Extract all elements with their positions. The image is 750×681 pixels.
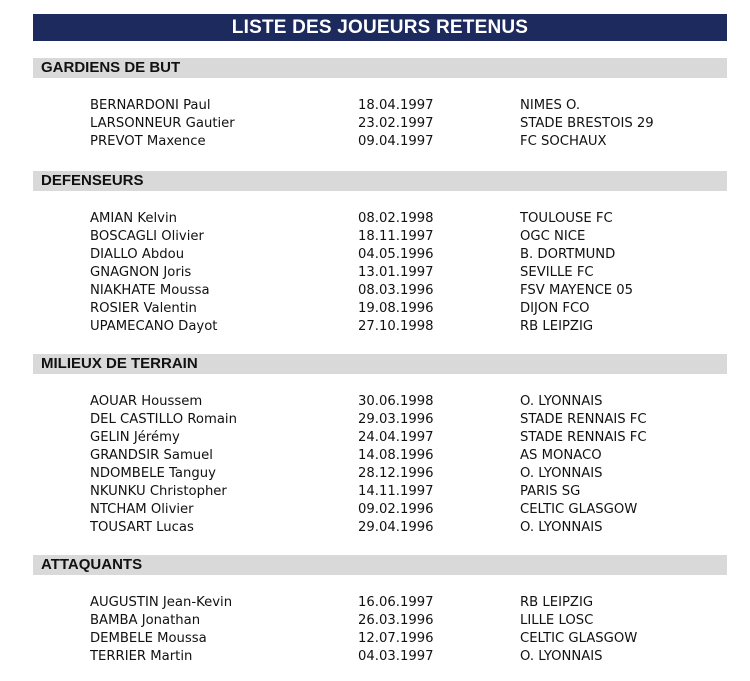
player-club: STADE RENNAIS FC (520, 412, 647, 427)
player-rows (33, 594, 727, 666)
player-name: DEL CASTILLO Romain (90, 412, 237, 427)
player-birthdate: 04.03.1997 (358, 649, 434, 664)
player-row (33, 228, 727, 246)
player-club: FSV MAYENCE 05 (520, 283, 634, 298)
player-club: LILLE LOSC (520, 613, 594, 628)
player-birthdate: 26.03.1996 (358, 613, 434, 628)
player-name: BAMBA Jonathan (90, 613, 201, 628)
player-name: ROSIER Valentin (90, 301, 197, 316)
player-name: AMIAN Kelvin (90, 211, 177, 226)
player-club: AS MONACO (520, 448, 602, 463)
player-birthdate: 04.05.1996 (358, 247, 434, 262)
section-heading: ATTAQUANTS (33, 555, 727, 575)
player-row (33, 519, 727, 537)
player-birthdate: 08.02.1998 (358, 211, 434, 226)
player-name: TERRIER Martin (90, 649, 193, 664)
player-row (33, 447, 727, 465)
player-club: OGC NICE (520, 229, 586, 244)
player-row (33, 393, 727, 411)
player-name: LARSONNEUR Gautier (90, 116, 235, 131)
player-row (33, 465, 727, 483)
section-heading: MILIEUX DE TERRAIN (33, 354, 727, 374)
player-row (33, 264, 727, 282)
player-row (33, 429, 727, 447)
player-name: GRANDSIR Samuel (90, 448, 213, 463)
player-name: NDOMBELE Tanguy (90, 466, 216, 481)
player-club: FC SOCHAUX (520, 134, 607, 149)
section-heading: GARDIENS DE BUT (33, 58, 727, 78)
section-attaquants (33, 555, 727, 666)
player-birthdate: 30.06.1998 (358, 394, 434, 409)
player-birthdate: 12.07.1996 (358, 631, 434, 646)
page-title: LISTE DES JOUEURS RETENUS (33, 14, 727, 41)
player-name: GELIN Jérémy (90, 430, 180, 445)
player-row (33, 648, 727, 666)
player-row (33, 246, 727, 264)
player-name: DIALLO Abdou (90, 247, 185, 262)
player-birthdate: 14.08.1996 (358, 448, 434, 463)
player-name: TOUSART Lucas (90, 520, 194, 535)
section-defenseurs (33, 171, 727, 336)
player-club: DIJON FCO (520, 301, 590, 316)
player-club: CELTIC GLASGOW (520, 502, 638, 517)
player-row (33, 97, 727, 115)
player-row (33, 594, 727, 612)
player-name: PREVOT Maxence (90, 134, 206, 149)
player-row (33, 133, 727, 151)
section-milieux-de-terrain (33, 354, 727, 537)
player-club: B. DORTMUND (520, 247, 616, 262)
player-rows (33, 393, 727, 537)
player-birthdate: 23.02.1997 (358, 116, 434, 131)
player-club: SEVILLE FC (520, 265, 594, 280)
player-row (33, 318, 727, 336)
player-name: BERNARDONI Paul (90, 98, 211, 113)
player-club: RB LEIPZIG (520, 319, 594, 334)
player-name: AUGUSTIN Jean-Kevin (90, 595, 233, 610)
player-name: DEMBELE Moussa (90, 631, 207, 646)
player-rows (33, 97, 727, 151)
player-name: GNAGNON Joris (90, 265, 192, 280)
player-row (33, 115, 727, 133)
section-heading: DEFENSEURS (33, 171, 727, 191)
player-club: STADE BRESTOIS 29 (520, 116, 654, 131)
player-club: CELTIC GLASGOW (520, 631, 638, 646)
player-birthdate: 13.01.1997 (358, 265, 434, 280)
player-row (33, 282, 727, 300)
player-club: STADE RENNAIS FC (520, 430, 647, 445)
player-birthdate: 16.06.1997 (358, 595, 434, 610)
player-name: NKUNKU Christopher (90, 484, 227, 499)
player-club: O. LYONNAIS (520, 466, 603, 481)
player-birthdate: 09.02.1996 (358, 502, 434, 517)
player-birthdate: 18.04.1997 (358, 98, 434, 113)
player-row (33, 411, 727, 429)
player-birthdate: 29.03.1996 (358, 412, 434, 427)
player-birthdate: 14.11.1997 (358, 484, 434, 499)
player-birthdate: 18.11.1997 (358, 229, 434, 244)
player-row (33, 612, 727, 630)
player-birthdate: 19.08.1996 (358, 301, 434, 316)
player-club: NIMES O. (520, 98, 581, 113)
player-birthdate: 29.04.1996 (358, 520, 434, 535)
player-row (33, 501, 727, 519)
player-name: UPAMECANO Dayot (90, 319, 218, 334)
player-birthdate: 09.04.1997 (358, 134, 434, 149)
player-birthdate: 24.04.1997 (358, 430, 434, 445)
player-row (33, 210, 727, 228)
player-row (33, 630, 727, 648)
player-club: PARIS SG (520, 484, 581, 499)
player-name: BOSCAGLI Olivier (90, 229, 204, 244)
player-rows (33, 210, 727, 336)
player-name: NIAKHATE Moussa (90, 283, 210, 298)
player-club: O. LYONNAIS (520, 649, 603, 664)
player-birthdate: 08.03.1996 (358, 283, 434, 298)
player-club: O. LYONNAIS (520, 394, 603, 409)
player-name: AOUAR Houssem (90, 394, 203, 409)
player-birthdate: 27.10.1998 (358, 319, 434, 334)
player-name: NTCHAM Olivier (90, 502, 194, 517)
section-gardiens-de-but (33, 58, 727, 151)
player-club: TOULOUSE FC (520, 211, 613, 226)
player-club: O. LYONNAIS (520, 520, 603, 535)
player-row (33, 300, 727, 318)
player-club: RB LEIPZIG (520, 595, 594, 610)
player-birthdate: 28.12.1996 (358, 466, 434, 481)
player-row (33, 483, 727, 501)
